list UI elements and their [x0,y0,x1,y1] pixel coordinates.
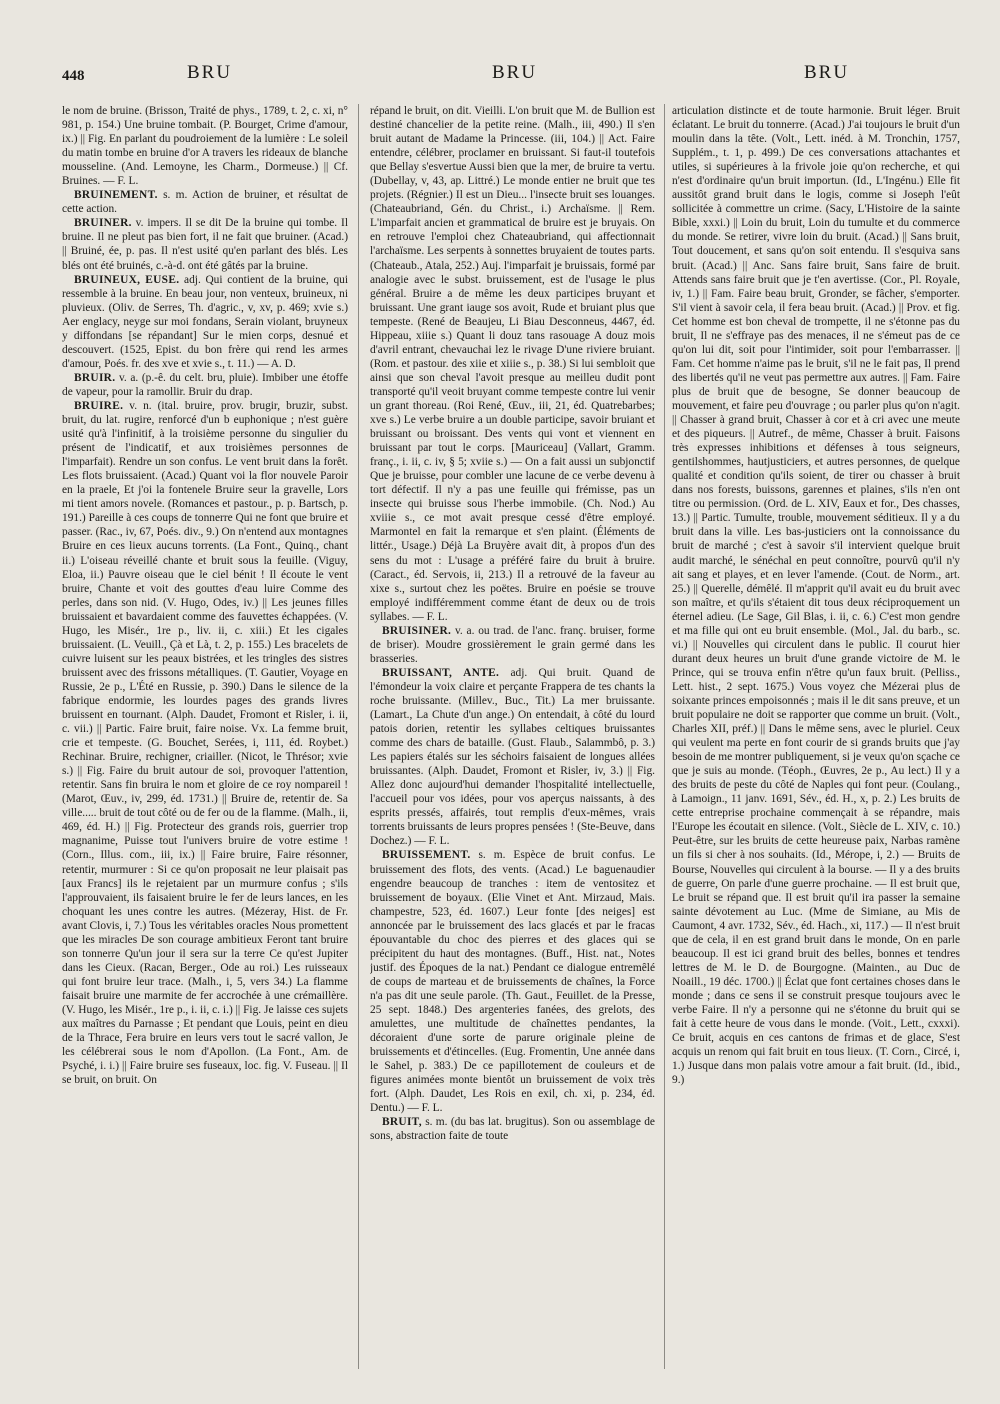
dictionary-entry [62,273,348,371]
entry-headword: BRUISSEMENT. [382,849,471,862]
entry-headword: BRUISSANT, ANTE. [382,666,500,679]
entry-body: adj. Qui bruit. Quand de l'émondeur la voix claire et perçante Frappera de tes chants la roche bruissante. (Millev., Buc., Tit.) La mer bruissante. (Lamart., La Chute d'un ange.) On entendait, à côté du lourd patois dorien, retentir les syllabes celtiques bruissantes comme des chars de bataille. (Gust. Flaub., Salammbô, p. 3.) Les papiers étalés sur les séchoirs faisaient de longues allées bruissantes. (Alph. Daudet, Fromont et Risler, iv, 3.) || Fig. Allez donc aujourd'hui demander l'hospitalité intellectuelle, l'accueil pour vos idées, pour vos aperçus naissants, à des esprits pressés, affairés, tout remplis d'eux-mêmes, vrais torrents bruissants de leurs propres pensées ! (Ste-Beuve, dans Dochez.) — F. L. [370,666,655,848]
running-head-right: BRU [804,62,850,83]
text-column-1 [62,104,348,1394]
entry-body: s. m. Action de bruiner, et résultat de cette action. [62,189,348,216]
dictionary-entry [62,399,348,1087]
dictionary-entry [370,848,655,1115]
entry-continuation: le nom de bruine. (Brisson, Traité de phys., 1789, t. 2, c. xi, n° 981, p. 154.) Une bruine tombait. (P. Bourget, Crime d'amour, ix.) || Fig. En parlant du poudroiement de la lumière : Le soleil du matin tombe en bruine d'or A travers les rideaux de blanche mousseline. (And. Lemoyne, les Charm., Dormeuse.) || Cf. Bruines. — F. L. [62,105,348,188]
dictionary-entry [370,666,655,849]
entry-headword: BRUINEMENT. [74,189,158,202]
dictionary-entry [370,624,655,666]
running-head-left: BRU [187,62,233,83]
entry-headword: BRUIT, [382,1116,422,1129]
entry-continuation: répand le bruit, on dit. Vieilli. L'on bruit que M. de Bullion est destiné chancelier de la petite reine. (Malh., iii, 490.) Il s'en bruit autant de Madame la Princesse. (iii, 104.) || Act. Faire entendre, célébrer, proclamer en bruissant. Si faut-il toutefois que Bellay s'esvertue Aussi bien que la mer, de bruire ta vertu. (Dubellay, v, 43, ap. Littré.) Le monde entier ne bruit que tes projets. (Régnier.) Il est un Dieu... l'insecte bruit ses louanges. (Chateaubriand, Gén. du Christ., i.) Archaïsme. || Rem. L'imparfait ancien et grammatical de bruire est je bruyais. On en retrouve l'emploi chez Chateaubriand, qui affectionnait l'archaïsme. Les serpents à sonnettes bruyaient de toutes parts. (Chateaub., Atala, 252.) Auj. l'imparfait je bruissais, formé par analogie avec le subst. bruissement, est de l'usage le plus général. Bruire a de même les deux participes bruyant et bruissant. Une grant iauge sos avoit, Rude et bruiant plus que tempeste. (René de Beaujeu, Li Biau Desconneus, 4467, éd. Hippeau, xiiie s.) Quant li douz tans rasouage A douz mois d'avril entrant, chevauchai lez le rivage D'une riviere bruiant. (Rom. et pastour. des xiie et xiiie s., p. 38.) Si lui sembloit que ainsi que son cheval l'avoit presque au meilleu dudit pont transporté qu'il veoit bruyant comme tempeste contre lui venir un grant thoreau. (Roi René, Œuv., iii, 21, éd. Quatrebarbes; xve s.) Le verbe bruire a un double participe, savoir bruiant et bruissant ou broissant. Des vents qui vont et viennent en bruissant par tout le corps. [Mauriceau] (Vallart, Gramm. franç., i. ii, c. iv, § 5; xviie s.) — On a fait aussi un subjonctif Que je bruisse, pour combler une lacune de ce verbe devenu à tort défectif. Il n'y a pas une feuille qui frémisse, pas un insecte qui bruisse sous l'herbe immobile. (Ch. Nod.) Au xviiie s., ce mot avait presque cessé d'être employé. Marmontel en fait la remarque et s'en plaint. (Éléments de littér., Usage.) Déjà La Bruyère avait dit, à propos d'un des sens du mot : L'usage a préféré faire du bruit à bruire. (Caract., éd. Servois, ii, 213.) Il a retrouvé de la faveur au xixe s., surtout chez les poëtes. Bruire en poésie se trouve employé indifféremment comme étant de deux ou de trois syllabes. — F. L. [370,105,655,623]
entry-headword: BRUIR. [74,371,116,384]
entry-headword: BRUISINER. [382,624,452,637]
entry-headword: BRUIRE. [74,399,124,412]
dictionary-entry [370,1115,655,1143]
entry-body: adj. Qui contient de la bruine, qui ressemble à la bruine. En beau jour, non venteux, bruineux, ni pluvieux. (Oliv. de Serres, Th. d'agric., v, xv, p. 469; xvie s.) Aer englacy, neyge sur moi fondans, Serain violant, bruyneux y diffondans [se répandant] Sur le mien corps, desnué et descouvert. (1525, Epist. du bon frère qui rend les armes d'amour, Poés. fr. des xve et xvie s., t. 11.) — A. D. [62,273,348,370]
entry-body: s. m. Espèce de bruit confus. Le bruissement des flots, des vents. (Acad.) Le baguenaudier engendre beaucoup de tranches : item de ventositez et bruissement de boyaux. (Elie Vinet et Ant. Mirzaud, Mais. champestre, 523, éd. 1607.) Leur fonte [des neiges] est annoncée par le bruissement des lacs glacés et par le fracas épouvantable du choc des pierres et des glaces qui se précipitent du haut des montagnes. (Buff., Hist. nat., Notes justif. des Époques de la nat.) Pendant ce dialogue entremêlé de coups de marteau et de bruissements de chaînes, la Force n'a pas dit une seule parole. (Th. Gaut., Feuillet. de la Presse, 25 sept. 1848.) Des argenteries fanées, des grelots, des amulettes, une multitude de chaînettes pendantes, la décoraient d'une sorte de parure originale pleine de bruissements et d'étincelles. (Eug. Fromentin, Une année dans le Sahel, p. 383.) De ce papillotement de couleurs et de figures animées monte bientôt un bruissement de voix très fort. (Alph. Daudet, Les Rois en exil, ch. xi, p. 234, éd. Dentu.) — F. L. [370,849,655,1115]
entry-body: v. a. ou trad. de l'anc. franç. bruiser, forme de briser). Moudre grossièrement le grain germé dans les brasseries. [370,624,655,665]
dictionary-entry [62,371,348,399]
entry-body: s. m. (du bas lat. brugitus). Son ou assemblage de sons, abstraction faite de toute [370,1116,655,1143]
entry-body: v. a. (p.-ê. du celt. bru, pluie). Imbiber une étoffe de vapeur, pour la ramollir. Bruir du drap. [62,371,348,398]
column-divider [358,104,359,1369]
dictionary-entry [62,188,348,216]
entry-body: v. n. (ital. bruire, prov. brugir, bruzir, subst. bruit, du lat. rugire, renforcé d'un b euphonique ; n'est guère usité qu'à l'infinitif, à la troisième personne du singulier du présent de l'indicatif, et aux troisièmes personnes de l'imparfait). Rendre un son confus. Le vent bruit dans la forêt. Les flots bruissaient. (Acad.) Quant voi la flor nouvele Paroir en la praele, Et j'oi la fontenele Bruire seur la gravelle, Lors mi tient amors novele. (Romances et pastour., p. p. Bartsch, p. 191.) Pareille à ces coups de tonnerre Qui ne font que bruire et passer. (Rac., iv, 67, Poés. div., 9.) On n'entend aux montagnes Bruire en ces lieux aucuns torrents. (La Font., Quinq., chant ii.) L'oiseau réveillé chante et bruit sous la feuille. (Viguy, Eloa, ii.) Pauvre oiseau que le ciel bénit ! Il écoute le vent bruire, Chante et voit des gouttes d'eau luire Comme des perles, dans son nid. (V. Hugo, Odes, iv.) || Les jeunes filles bruissaient et bavardaient comme des fauvettes échappées. (V. Hugo, les Misér., 1re p., liv. ii, c. xiii.) Et les cigales bruissaient. (L. Veuill., Çà et Là, t. 2, p. 155.) Les bracelets de cuivre luisent sur les peaux bistrées, et les tringles des sistres bruissent avec des frissons métalliques. (T. Gautier, Voyage en Russie, 2e p., L'Été en Russie, p. 390.) Dans le silence de la fabrique endormie, les lourdes pages des grands livres bruissent en tournant. (Alph. Daudet, Fromont et Risler, i. ii, c. vii.) || Partic. Faire bruit, faire noise. Vx. La femme bruit, crie et tempeste. (G. Bouchet, Serées, i, 111, éd. Roybet.) Rechinar. Bruire, rechigner, criailler. (Nicot, le Thrésor; xvie s.) || Fig. Faire du bruit autour de soi, provoquer l'attention, retentir. Sans fin bruira le nom et gloire de ce roy nompareil ! (Marot, Œuv., iv, 299, éd. 1731.) || Bruire de, retentir de. Sa ville..... bruit de tout côté ou de fer ou de la flamme. (Malh., ii, 469, éd. H.) || Fig. Protecteur des grands rois, guerrier trop magnanime, Puisse tout l'univers bruire de votre estime ! (Corn., Illus. com., iii, ix.) || Faire bruire, Faire résonner, retentir, murmurer : Si ce qu'on proposait ne leur plaisait pas [aux Francs] ils le rejetaient par un murmure confus ; s'ils l'approuvaient, ils faisaient bruire le fer de leurs lances, en les choquant les unes contre les autres. (Mézeray, Hist. de Fr. avant Clovis, i, 7.) Tous les véritables oracles Nous promettent que les miracles De son courage ambitieux Feront tant bruire son tonnerre Qu'un jour il sera sur la terre Ce qu'est Jupiter dans les Cieux. (Racan, Berger., Ode au roi.) Les ruisseaux qui font bruire leur trace. (Malh., i, 5, vers 34.) La flamme faisait bruire une marmite de fer accrochée à une crémaillère. (V. Hugo, les Misér., 1re p., i. ii, c. i.) || Fig. Je laisse ces sujets aux maîtres du Parnasse ; Et pendant que Louis, peint en dieu de la Thrace, Fera bruire en leurs vers tout le sacré vallon, Je les célébrerai sous le nom d'Apollon. (La Font., Am. de Psyché, i. i.) || Faire bruire ses fuseaux, loc. fig. V. Fuseau. || Il se bruit, on bruit. On [62,399,348,1087]
entry-headword: BRUINER. [74,217,132,230]
text-column-2 [370,104,655,1394]
page-header [62,62,942,92]
entry-continuation: articulation distincte et de toute harmonie. Bruit léger. Bruit éclatant. Le bruit du tonnerre. (Acad.) J'ai toujours le bruit d'un moulin dans la tête. (Volt., Lett. inéd. à M. Tronchin, 1757, Supplém., t. 1, p. 499.) De ces conversations attachantes et utiles, si supérieures à la frivole joie qu'on recherche, et qui n'est d'ordinaire qu'un bruit importun. (Id., L'Ingénu.) Elle fit aussitôt grand bruit dans le logis, comme si Joseph l'eût sollicitée à commettre un crime. (Sacy, L'Histoire de la sainte Bible, xxxi.) || Loin du bruit, Loin du tumulte et du commerce du monde. Se retirer, vivre loin du bruit. (Acad.) || Sans bruit, Tout doucement, et sans qu'on soit entendu. Il s'esquiva sans bruit. (Acad.) || Anc. Sans faire bruit, Sans faire de bruit. Attends sans faire bruit que je t'en avertisse. (Cor., Pl. Royale, iv, 1.) || Fam. Faire beau bruit, Gronder, se fâcher, s'emporter. S'il vient à savoir cela, il fera beau bruit. (Acad.) || Prov. et fig. Cet homme est bon cheval de trompette, il ne s'étonne pas du bruit, Il ne s'effraye pas des menaces, il ne s'émeut pas de ce qu'on lui dit, soit pour l'intimider, soit pour l'embarrasser. || Fam. Cet homme n'aime pas le bruit, s'il ne le fait pas, Il prend des libertés qu'il ne veut pas permettre aux autres. || Fam. Faire plus de bruit que de besogne, Se donner beaucoup de mouvement, et faire peu d'ouvrage ; ou parler plus qu'on n'agit. || Chasser à grand bruit, Chasser à cor et à cri avec une meute et des piqueurs. || Autref., de même, Chasser à bruit. Faisons très expresses inhibitions et défenses à tous seigneurs, gentilshommes, hautjusticiers, et autres personnes, de quelque qualité et condition qu'ils soient, de tirer ou chasser à bruit dans nos forests, buissons, garennes et plaines, s'ils n'en ont titre ou permission. (Ord. de L. XIV, Eaux et for., Des chasses, 13.) || Partic. Tumulte, trouble, mouvement séditieux. Il y a du bruit dans la ville. Les bas-justiciers ont la connoissance du bruit de marché ; c'est à savoir s'il intervient quelque bruit audit marché, le sénéchal en peut connoître, pourvû qu'il n'y ait sang et playes, et en lever l'amende. (Cout. de Norm., art. 25.) || Querelle, démêlé. Il m'apprit qu'il avait eu du bruit avec son maître, et qu'ils s'étaient dit tous deux réciproquement un éternel adieu. (Le Sage, Gil Blas, i. ii, c. 6.) C'est mon gendre et ma fille qui ont eu bruit ensemble. (Mol., Jal. du barb., sc. vi.) || Nouvelles qui circulent dans le public. Il courut hier durant deux heures un bruit d'une grande victoire de M. le Prince, qui se trouva enfin n'être qu'un faux bruit. (Pelliss., Lett. hist., 2 sept. 1675.) Vous voyez che Mézerai plus de soixante princes empoisonnés ; mais il le dit sans preuve, et un bruit populaire ne doit se rapporter que comme un bruit. (Volt., Charles XII, préf.) || Dans le même sens, avec le pluriel. Ceux qui veulent ma perte en font courir de si grands bruits que j'ay besoin de me montrer publiquement, si je veux qu'on sçache ce que je suis au monde. (Téoph., Œuvres, 2e p., Au lect.) Il y a des bruits de peste du côté de Naples qui font peur. (Coulang., à Lamoign., 11 janv. 1691, Sév., éd. H., x, p. 2.) Les bruits de cette entreprise prochaine commençait à se répandre, mais l'Europe les écoutait en silence. (Volt., Siècle de L. XIV, c. 10.) Peut-être, sur les bruits de cette heureuse paix, Narbas ramène un fils si cher à nos souhaits. (Id., Mérope, i, 2.) — Bruits de Bourse, Nouvelles qui circulent à la bourse. — Il y a des bruits de guerre, On parle d'une guerre prochaine. — Il est bruit que, Le bruit se répand que. Il est bruit qu'il ira passer la semaine sainte dévotement au Luc. (Mme de Simiane, au Mis de Caumont, 4 avr. 1732, Sév., éd. Hach., xi, 117.) — Il n'est bruit que de cela, il en est grand bruit dans le monde, On en parle beaucoup. Il est ici grand bruit des belles, bonnes et tendres lettres de M. le D. de Bourgogne. (Mainten., au Duc de Noaill., 19 déc. 1700.) || Éclat que font certaines choses dans le monde ; dans ce sens il se construit presque toujours avec le verbe Faire. Il n'y a personne qui ne s'étonne du bruit qui se fait à cette heure de vous dans le monde. (Voit., Lett., cxxxi). Ce bruit, acquis en ces cantons de frimas et de glace, S'est acquis un renom qui fait bruit en tous lieux. (T. Corn., Circé, i, 1.) Jusque dans mon palais votre amour a fait bruit. (Id., ibid., 9.) [672,105,960,1087]
entry-body: v. impers. Il se dit De la bruine qui tombe. Il bruine. Il ne pleut pas bien fort, il ne fait que bruiner. (Acad.) || Bruiné, ée, p. pas. Il n'est usité qu'en parlant des blés. Les blés ont été bruinés, c.-à-d. ont été gâtés par la bruine. [62,217,348,272]
dictionary-entry [62,216,348,272]
text-column-3 [672,104,960,1394]
page-number: 448 [62,68,85,84]
column-divider [664,104,665,1369]
entry-headword: BRUINEUX, EUSE. [74,273,180,286]
running-head-center: BRU [492,62,538,83]
